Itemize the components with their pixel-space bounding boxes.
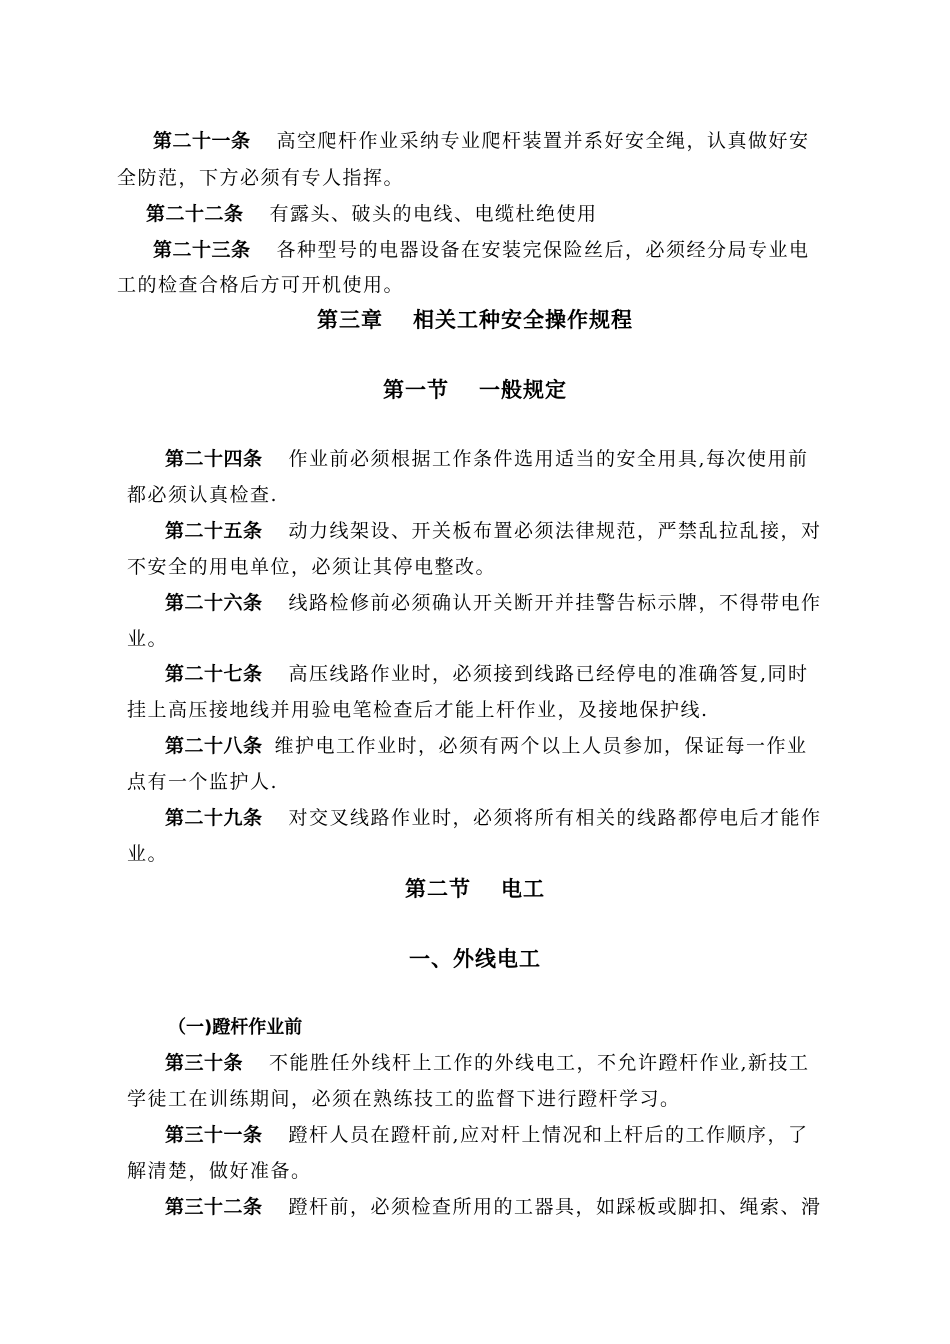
article-24-line2	[127, 483, 278, 507]
article-25-text-2: 不安全的用电单位，必须让其停电整改。	[127, 556, 497, 578]
section-1-title: 一般规定	[479, 378, 567, 402]
article-26-text-1: 线路检修前必须确认开关断开并挂警告标示牌，不得带电作	[288, 592, 822, 614]
article-27-text-2: 挂上高压接地线并用验电笔检查后才能上杆作业，及接地保护线.	[127, 699, 709, 721]
article-29-text-1: 对交叉线路作业时，必须将所有相关的线路都停电后才能作	[288, 807, 822, 829]
article-21-text-2: 全防范，下方必须有专人指挥。	[117, 167, 405, 189]
article-28-text-2: 点有一个监护人.	[127, 771, 279, 793]
article-26-text-2: 业。	[127, 628, 169, 650]
article-25-line1	[165, 519, 822, 543]
article-23-line2	[117, 273, 404, 297]
article-21-line2	[117, 166, 404, 190]
article-32-line1	[165, 1195, 822, 1219]
article-21-number: 第二十一条	[153, 130, 251, 152]
article-26-line1	[165, 591, 822, 615]
article-26-number: 第二十六条	[165, 592, 263, 614]
article-27-number: 第二十七条	[165, 663, 263, 685]
article-21-line1	[153, 129, 810, 153]
section-2-heading	[0, 876, 950, 902]
article-31-number: 第三十一条	[165, 1124, 263, 1146]
article-31-text-2: 解清楚，做好准备。	[127, 1160, 312, 1182]
article-24-text-1: 作业前必须根据工作条件选用适当的安全用具,每次使用前	[288, 448, 809, 470]
article-30-line1	[165, 1051, 810, 1075]
article-30-number: 第三十条	[165, 1052, 244, 1074]
article-25-line2	[127, 555, 496, 579]
article-32-text-1: 蹬杆前，必须检查所用的工器具，如踩板或脚扣、绳索、滑	[288, 1196, 822, 1218]
subsection-title: （一)蹬杆作业前	[168, 1017, 303, 1038]
article-22-text-1: 有露头、破头的电线、电缆杜绝使用	[269, 203, 598, 225]
article-30-text-2: 学徒工在训练期间，必须在熟练技工的监督下进行蹬杆学习。	[127, 1088, 681, 1110]
part-1-title: 一、外线电工	[409, 947, 541, 971]
article-25-number: 第二十五条	[165, 520, 263, 542]
article-29-line2	[127, 842, 168, 866]
article-27-line2	[127, 698, 709, 722]
article-31-line1	[165, 1123, 809, 1147]
article-31-text-1: 蹬杆人员在蹬杆前,应对杆上情况和上杆后的工作顺序，了	[288, 1124, 809, 1146]
article-29-number: 第二十九条	[165, 807, 263, 829]
chapter-title: 相关工种安全操作规程	[413, 308, 633, 332]
article-32-number: 第三十二条	[165, 1196, 263, 1218]
section-1-number: 第一节	[383, 378, 449, 402]
article-23-text-2: 工的检查合格后方可开机使用。	[117, 274, 405, 296]
article-23-number: 第二十三条	[153, 239, 251, 261]
article-24-text-2: 都必须认真检查.	[127, 484, 279, 506]
part-1-heading	[0, 946, 950, 972]
article-28-line1	[165, 734, 808, 758]
article-27-line1	[165, 662, 809, 686]
article-24-number: 第二十四条	[165, 448, 263, 470]
article-23-line1	[153, 238, 810, 262]
section-2-title: 电工	[501, 877, 545, 901]
article-27-text-1: 高压线路作业时，必须接到线路已经停电的准确答复,同时	[288, 663, 809, 685]
chapter-heading	[0, 307, 950, 333]
article-24-line1	[165, 447, 809, 471]
article-29-text-2: 业。	[127, 843, 169, 865]
subsection-heading	[168, 1016, 302, 1040]
article-25-text-1: 动力线架设、开关板布置必须法律规范，严禁乱拉乱接，对	[288, 520, 822, 542]
section-2-number: 第二节	[405, 877, 471, 901]
article-28-line2	[127, 770, 278, 794]
article-23-text-1: 各种型号的电器设备在安装完保险丝后，必须经分局专业电	[276, 239, 810, 261]
article-21-text-1: 高空爬杆作业采纳专业爬杆装置并系好安全绳，认真做好安	[276, 130, 810, 152]
article-30-text-1: 不能胜任外线杆上工作的外线电工，不允许蹬杆作业,新技工	[269, 1052, 810, 1074]
article-28-text-1: 维护电工作业时，必须有两个以上人员参加，保证每一作业	[274, 735, 808, 757]
article-22-line1	[146, 202, 598, 226]
article-26-line2	[127, 627, 168, 651]
article-28-number: 第二十八条	[165, 735, 263, 757]
section-1-heading	[0, 377, 950, 403]
article-22-number: 第二十二条	[146, 203, 244, 225]
article-29-line1	[165, 806, 822, 830]
chapter-number: 第三章	[317, 308, 383, 332]
article-30-line2	[127, 1087, 681, 1111]
article-31-line2	[127, 1159, 312, 1183]
